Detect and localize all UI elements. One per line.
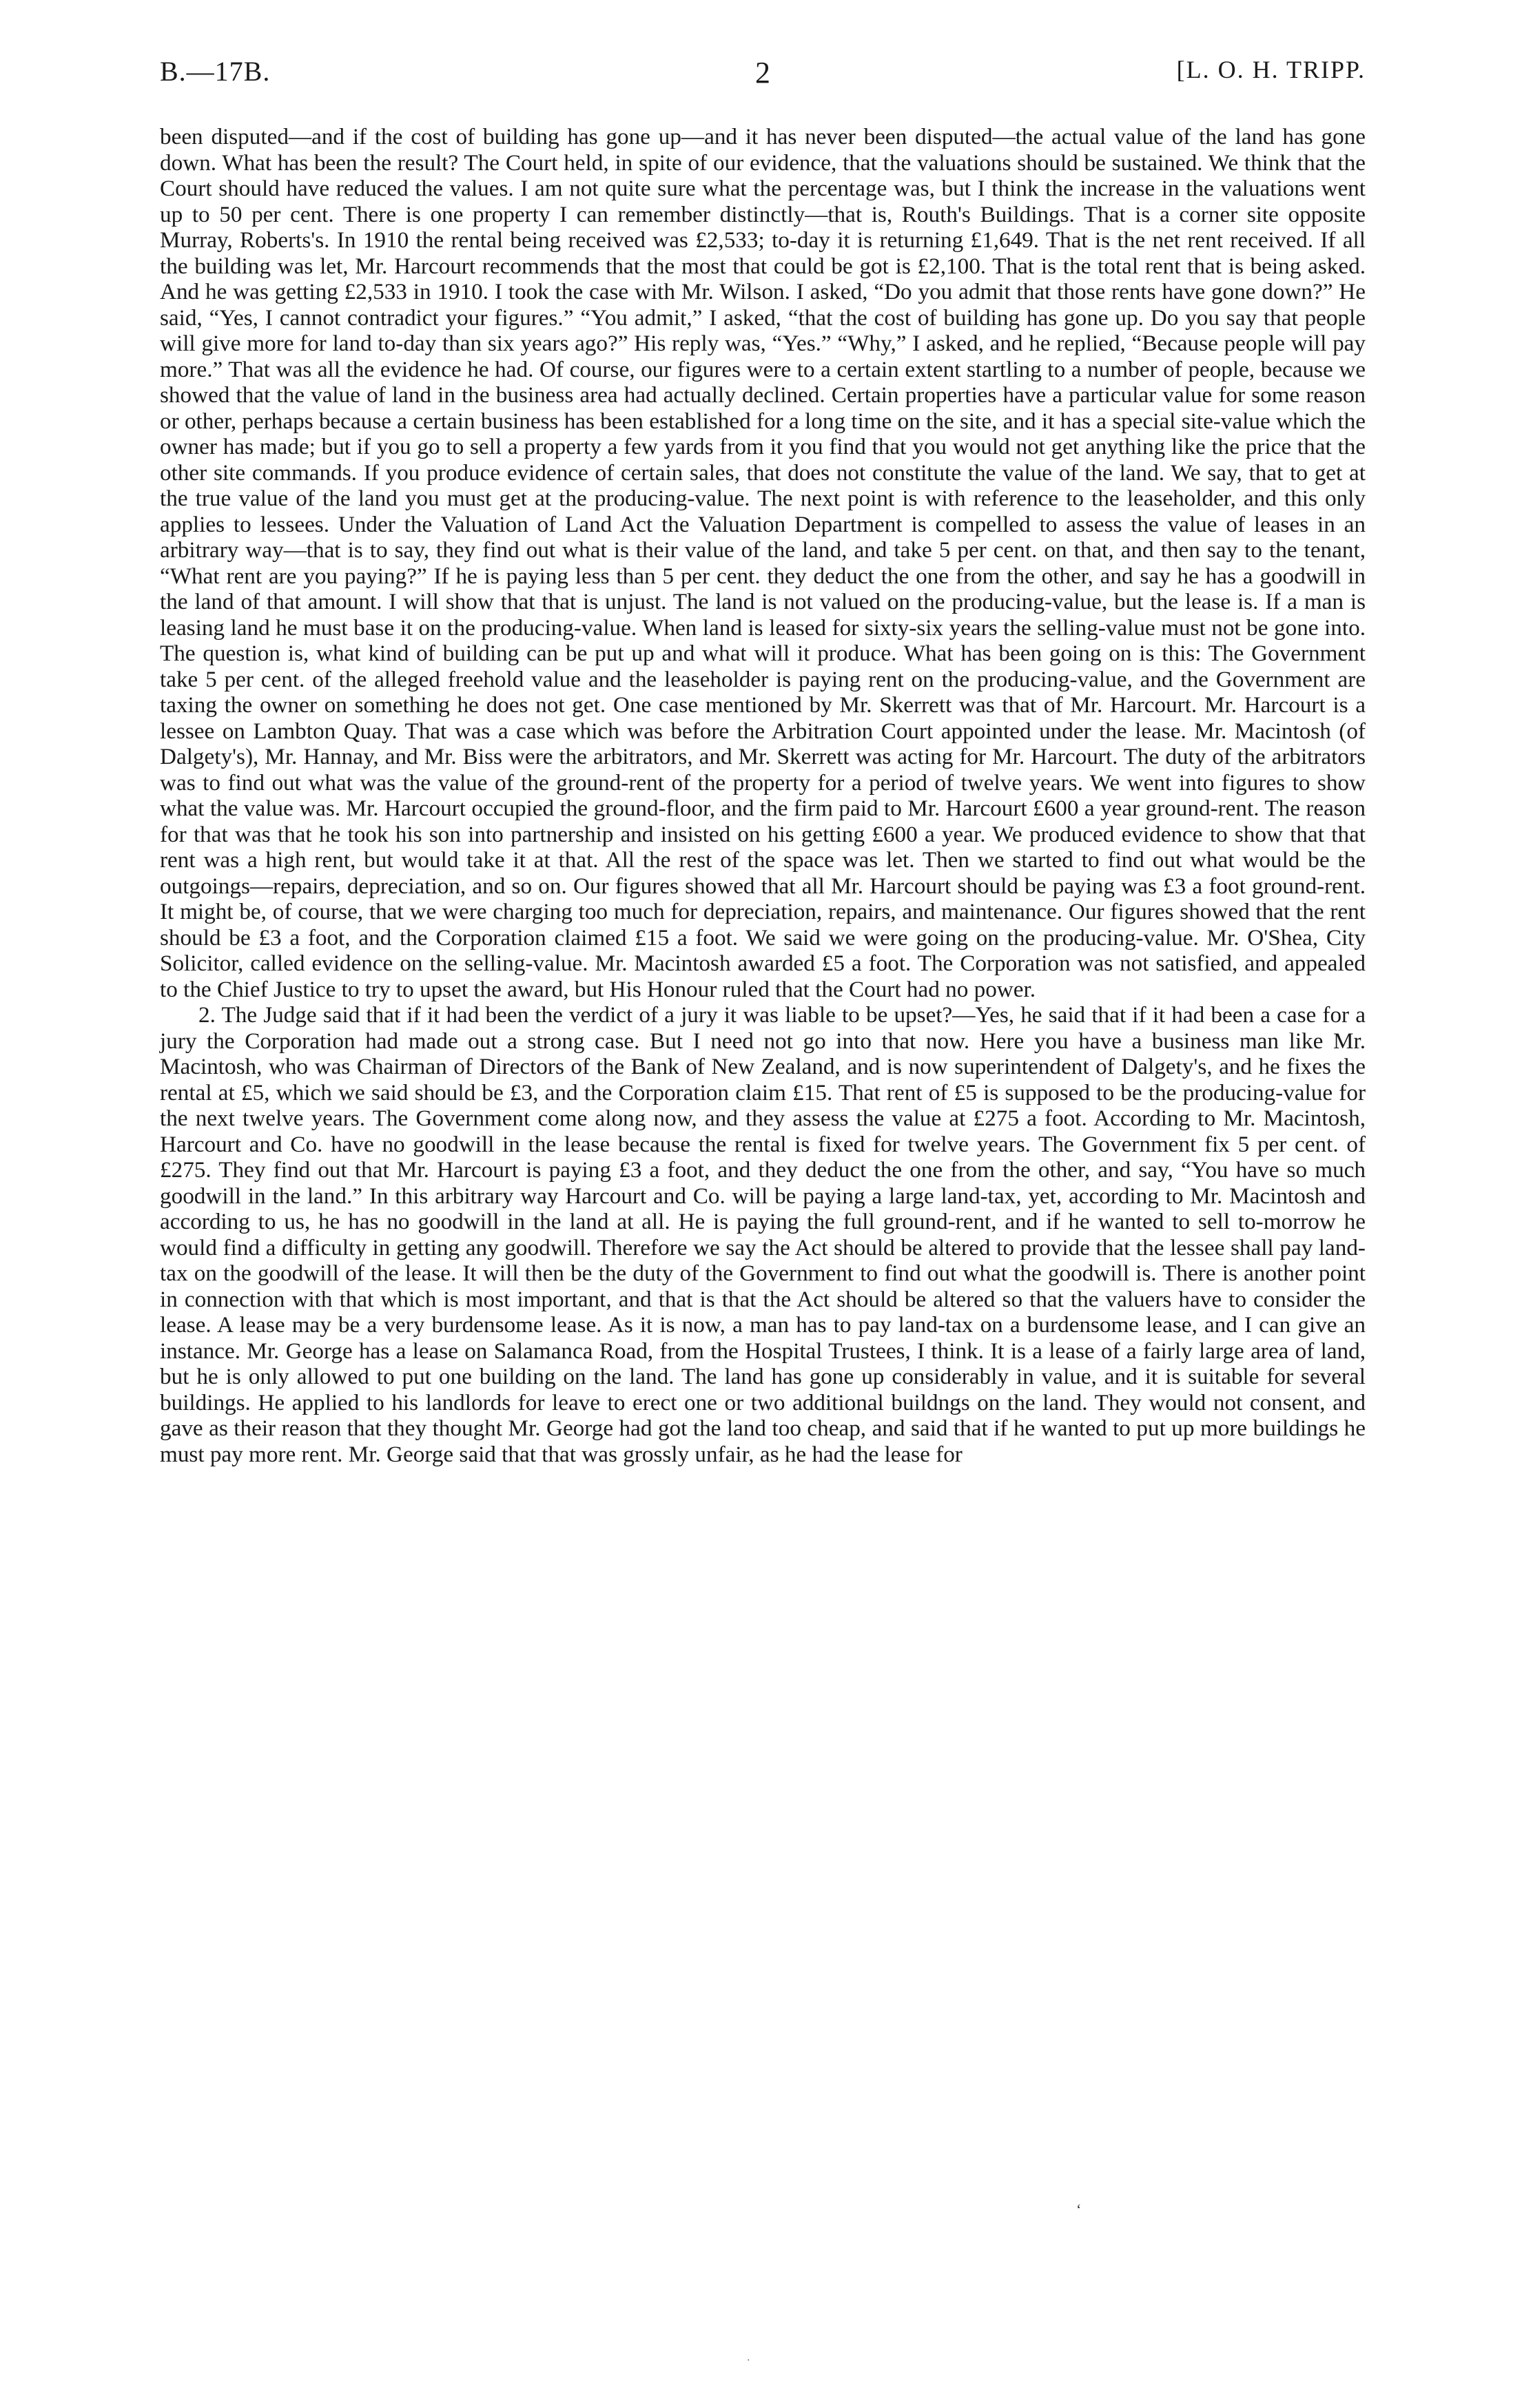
paper-reference: B.—17B.	[160, 56, 271, 87]
body-text	[160, 124, 1366, 1467]
ink-dot: ·	[747, 2356, 750, 2366]
running-header	[160, 55, 1366, 96]
paragraph-continuation: been disputed—and if the cost of building has gone up—and it has never been disputed—the actual value of the land has gone down. What has been the result? The Court held, in spite of our evidence, that the valuations should be sustained. We think that the Court should have reduced the values. I am not quite sure what the percentage was, but I think the increase in the valuations went up to 50 per cent. There is one property I can remember distinctly—that is, Routh's Buildings. That is a corner site opposite Murray, Roberts's. In 1910 the rental being received was £2,533; to-day it is returning £1,649. That is the net rent received. If all the building was let, Mr. Harcourt recommends that the most that could be got is £2,100. That is the total rent that is being asked. And he was getting £2,533 in 1910. I took the case with Mr. Wilson. I asked, “Do you admit that those rents have gone down?” He said, “Yes, I cannot contradict your figures.” “You admit,” I asked, “that the cost of building has gone up. Do you say that people will give more for land to-day than six years ago?” His reply was, “Yes.” “Why,” I asked, and he replied, “Because people will pay more.” That was all the evidence he had. Of course, our figures were to a certain extent startling to a number of people, because we showed that the value of land in the business area had actually declined. Certain properties have a particular value for some reason or other, perhaps because a certain business has been established for a long time on the site, and it has a special site-value which the owner has made; but if you go to sell a property a few yards from it you find that you would not get anything like the price that the other site commands. If you produce evidence of certain sales, that does not constitute the value of the land. We say, that to get at the true value of the land you must get at the producing-value. The next point is with reference to the leaseholder, and this only applies to lessees. Under the Valuation of Land Act the Valuation Department is compelled to assess the value of leases in an arbitrary way—that is to say, they find out what is their value of the land, and take 5 per cent. on that, and then say to the tenant, “What rent are you paying?” If he is paying less than 5 per cent. they deduct the one from the other, and say he has a goodwill in the land of that amount. I will show that that is unjust. The land is not valued on the producing-value, but the lease is. If a man is leasing land he must base it on the producing-value. When land is leased for sixty-six years the selling-value must not be gone into. The question is, what kind of building can be put up and what will it produce. What has been going on is this: The Government take 5 per cent. of the alleged freehold value and the leaseholder is paying rent on the producing-value, and the Government are taxing the owner on something he does not get. One case mentioned by Mr. Skerrett was that of Mr. Harcourt. Mr. Harcourt is a lessee on Lambton Quay. That was a case which was before the Arbitration Court appointed under the lease. Mr. Macintosh (of Dalgety's), Mr. Hannay, and Mr. Biss were the arbitrators, and Mr. Skerrett was acting for Mr. Harcourt. The duty of the arbitrators was to find out what was the value of the ground-rent of the property for a period of twelve years. We went into figures to show what the value was. Mr. Harcourt occupied the ground-floor, and the firm paid to Mr. Harcourt £600 a year ground-rent. The reason for that was that he took his son into partnership and insisted on his getting £600 a year. We produced evidence to show that that rent was a high rent, but would take it at that. All the rest of the space was let. Then we started to find out what would be the outgoings—repairs, depreciation, and so on. Our figures showed that all Mr. Harcourt should be paying was £3 a foot ground-rent. It might be, of course, that we were charging too much for depreciation, repairs, and maintenance. Our figures showed that the rent should be £3 a foot, and the Corporation claimed £15 a foot. We said we were going on the producing-value. Mr. O'Shea, City Solicitor, called evidence on the selling-value. Mr. Macintosh awarded £5 a foot. The Corporation was not satisfied, and appealed to the Chief Justice to try to upset the award, but His Honour ruled that the Court had no power.	[160, 124, 1366, 1002]
ink-speck: ‘	[1076, 2201, 1082, 2218]
witness-name: [L. O. H. TRIPP.	[1176, 56, 1366, 83]
paragraph-2: 2. The Judge said that if it had been the verdict of a jury it was liable to be upset?—Yes, he said that if it had been a case for a jury the Corporation had made out a strong case. But I need not go into that now. Here you have a business man like Mr. Macintosh, who was Chairman of Directors of the Bank of New Zealand, and is now superintendent of Dalgety's, and he fixes the rental at £5, which we said should be £3, and the Corporation claim £15. That rent of £5 is supposed to be the producing-value for the next twelve years. The Government come along now, and they assess the value at £275 a foot. According to Mr. Macintosh, Harcourt and Co. have no goodwill in the lease because the rental is fixed for twelve years. The Government fix 5 per cent. of £275. They find out that Mr. Harcourt is paying £3 a foot, and they deduct the one from the other, and say, “You have so much goodwill in the land.” In this arbitrary way Harcourt and Co. will be paying a large land-tax, yet, according to Mr. Macintosh and according to us, he has no goodwill in the land at all. He is paying the full ground-rent, and if he wanted to sell to-morrow he would find a difficulty in getting any goodwill. Therefore we say the Act should be altered to provide that the lessee shall pay land-tax on the goodwill of the lease. It will then be the duty of the Government to find out what the goodwill is. There is another point in connection with that which is most important, and that is that the Act should be altered so that the valuers have to consider the lease. A lease may be a very burdensome lease. As it is now, a man has to pay land-tax on a burdensome lease, and I can give an instance. Mr. George has a lease on Salamanca Road, from the Hospital Trustees, I think. It is a lease of a fairly large area of land, but he is only allowed to put one building on the land. The land has gone up considerably in value, and it is suitable for several buildings. He applied to his landlords for leave to erect one or two additional buildngs on the land. They would not consent, and gave as their reason that they thought Mr. George had got the land too cheap, and said that if he wanted to put up more buildings he must pay more rent. Mr. George said that that was grossly unfair, as he had the lease for	[160, 1002, 1366, 1467]
page-number: 2	[755, 56, 770, 90]
